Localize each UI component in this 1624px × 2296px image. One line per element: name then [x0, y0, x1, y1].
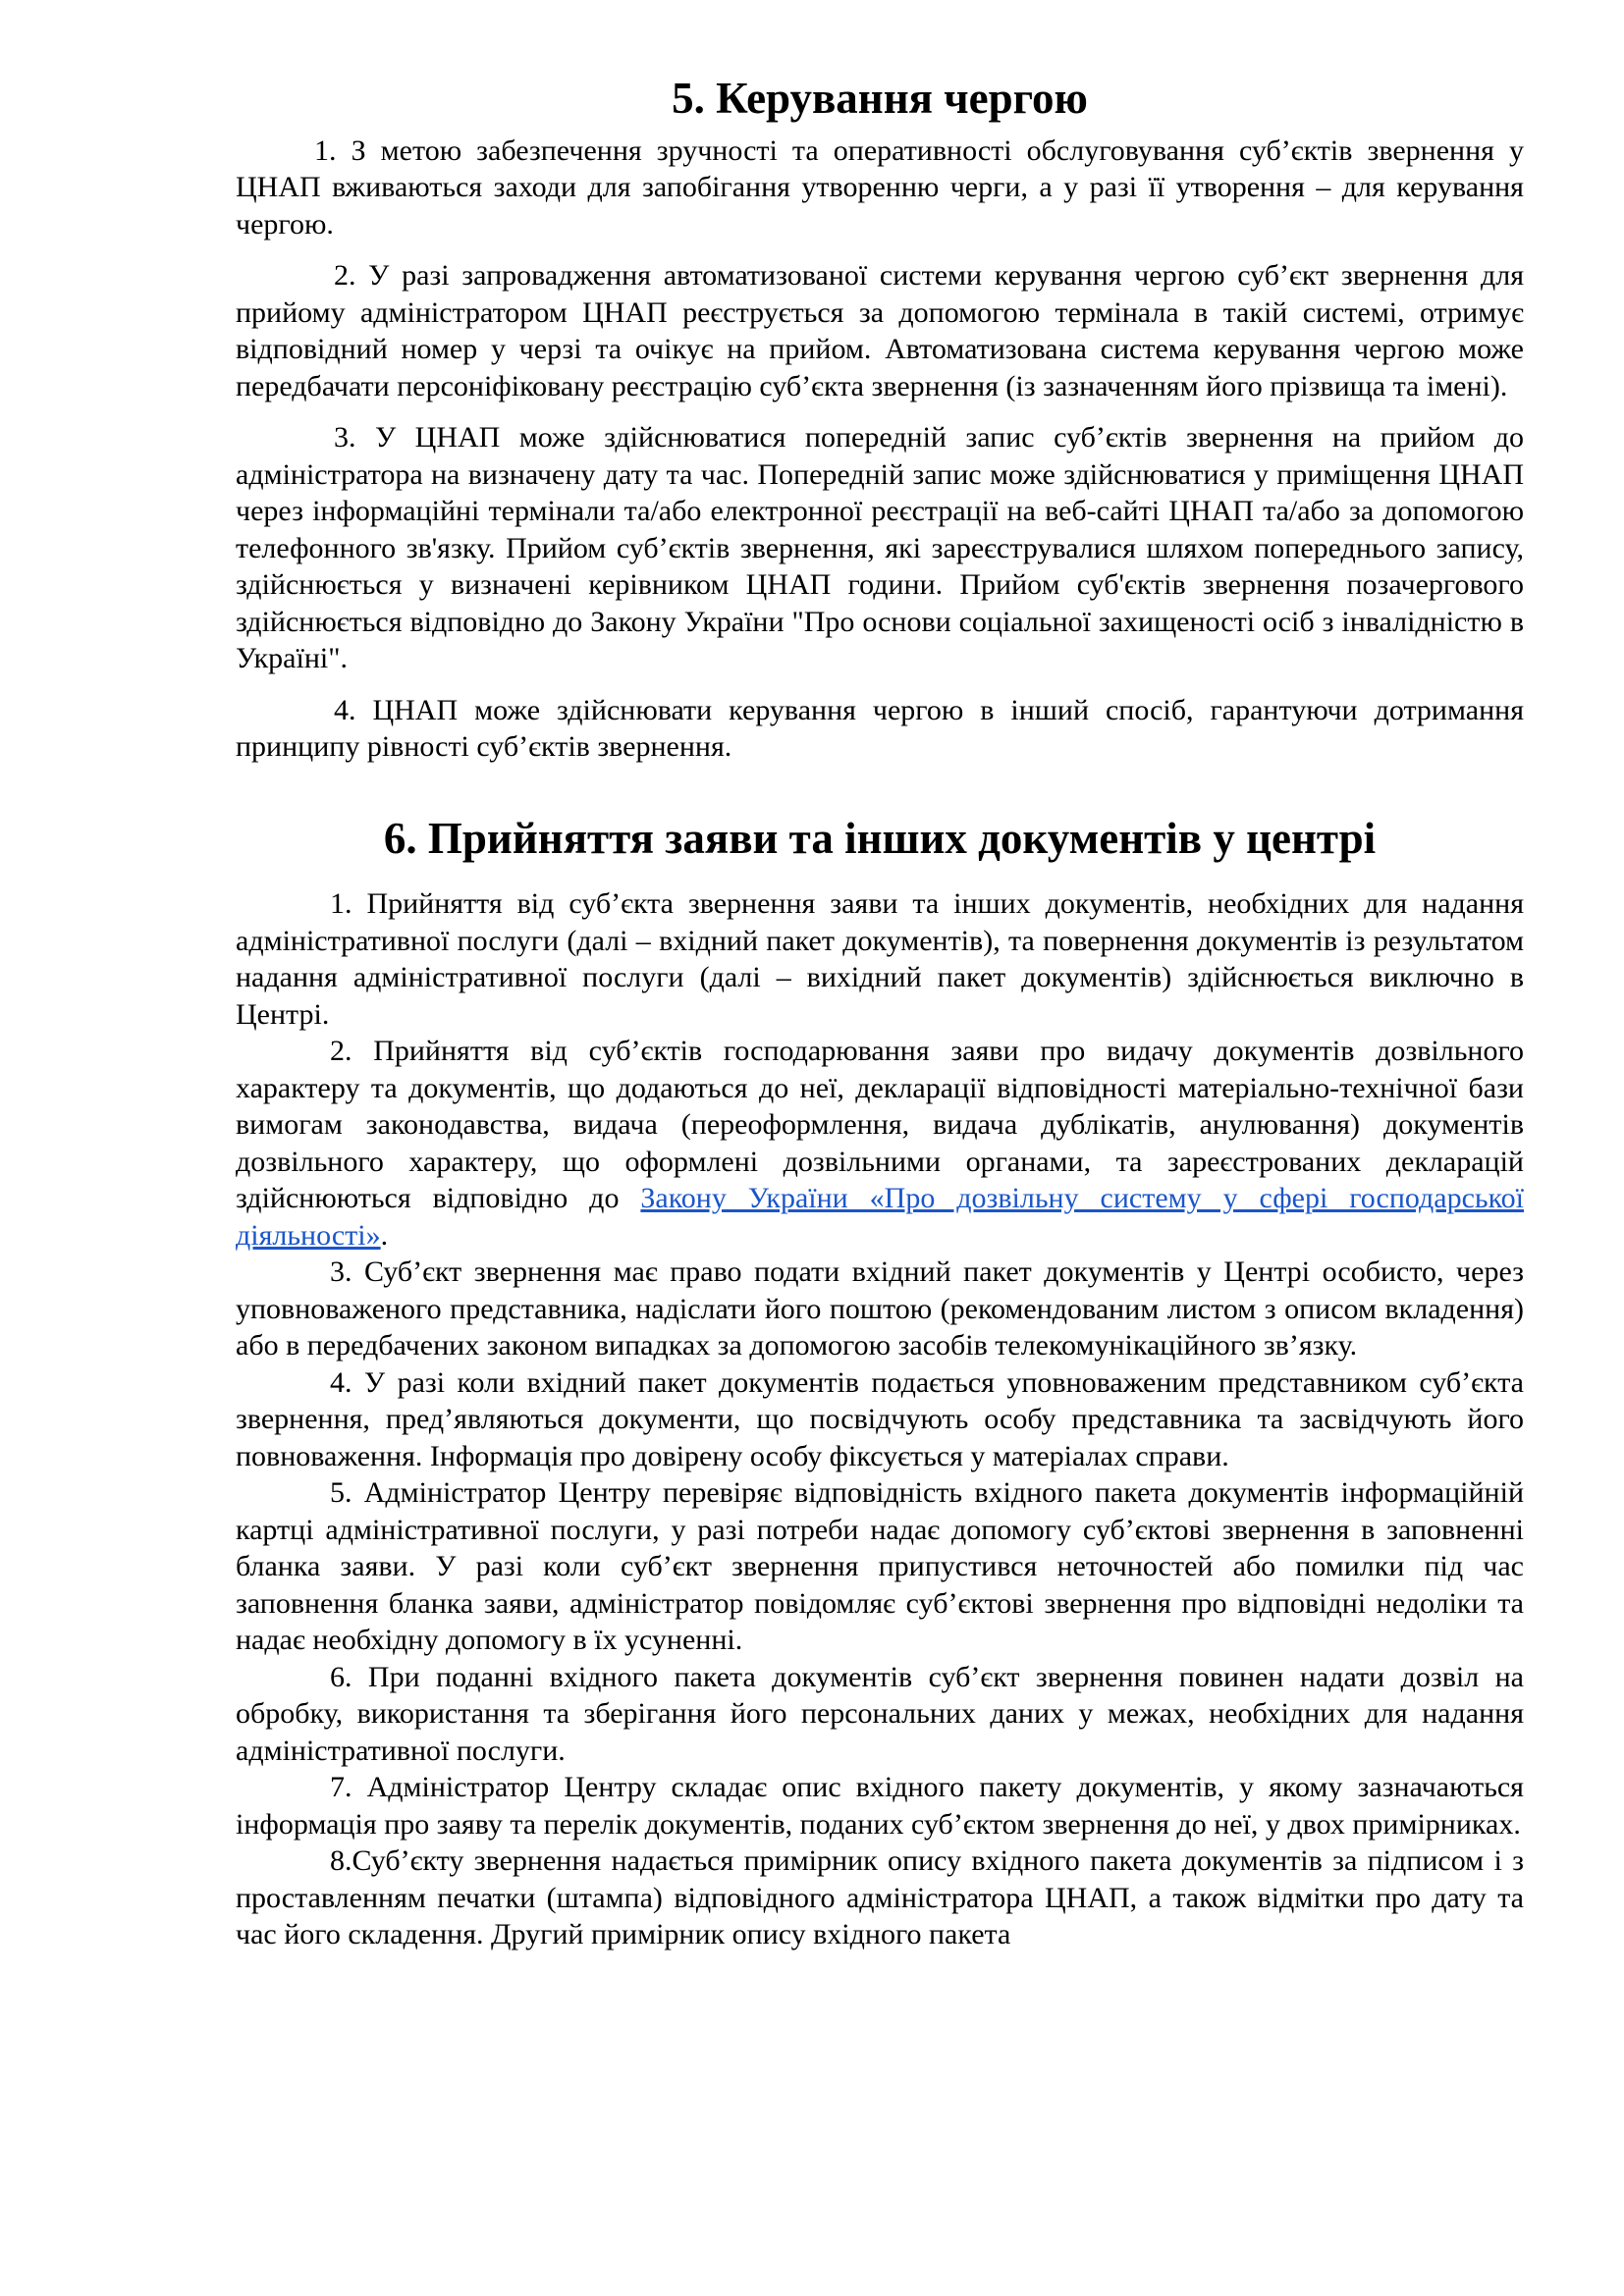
document-page [236, 74, 1524, 1953]
section-5-paragraph-1: 1. З метою забезпечення зручності та оперативності обслуговування суб’єктів звернення у ЦНАП вживаються заходи для запобігання утворенню черги, а у разі її утворення – для керування чергою. [236, 133, 1524, 240]
section-6-paragraph-2-text: 2. Прийняття від суб’єктів господарювання заяви про видачу документів дозвільного характеру та документів, що додаються до неї, декларації відповідності матеріально-технічної бази вимогам законодавства, видача (переоформлення, видача дублікатів, анулювання) документів дозвільного характеру, що оформлені дозвільними органами, та зареєстрованих декларацій здійснюються відповідно до [236, 1035, 1524, 1214]
section-6-paragraph-3: 3. Суб’єкт звернення має право подати вхідний пакет документів у Центрі особисто, через уповноваженого представника, надіслати його поштою (рекомендованим листом з описом вкладення) або в передбачених законом випадках за допомогою засобів телекомунікаційного зв’язку. [236, 1255, 1524, 1362]
section-5-paragraph-2: 2. У разі запровадження автоматизованої системи керування чергою суб’єкт звернення для прийому адміністратором ЦНАП реєструється за допомогою термінала в такій системі, отримує відповідний номер у черзі та очікує на прийом. Автоматизована система керування чергою може передбачати персоніфіковану реєстрацію суб’єкта звернення (із зазначенням його прізвища та імені). [236, 259, 1524, 402]
section-6-paragraph-2-end: . [380, 1218, 389, 1252]
law-permit-system-link[interactable]: Закону України «Про дозвільну систему у сфері господарської діяльності» [236, 1182, 1524, 1252]
section-5-paragraph-4: 4. ЦНАП може здійснювати керування чергою в інший спосіб, гарантуючи дотримання принципу рівності суб’єктів звернення. [236, 693, 1524, 763]
section-6-paragraph-1: 1. Прийняття від суб’єкта звернення заяви та інших документів, необхідних для надання адміністративної послуги (далі – вхідний пакет документів), та повернення документів із результатом надання адміністративної послуги (далі – вихідний пакет документів) здійснюється виключно в Центрі. [236, 887, 1524, 1031]
section-6-paragraph-4: 4. У разі коли вхідний пакет документів подається уповноваженим представником суб’єкта звернення, пред’являються документи, що посвідчують особу представника та засвідчують його повноваження. Інформація про довірену особу фіксується у матеріалах справи. [236, 1365, 1524, 1472]
section-5-title: 5. Керування чергою [672, 74, 1088, 123]
section-6-paragraph-5: 5. Адміністратор Центру перевіряє відповідність вхідного пакета документів інформаційній картці адміністративної послуги, у разі потреби надає допомогу суб’єктові звернення в заповненні бланка заяви. У разі коли суб’єкт звернення припустився неточностей або помилки під час заповнення бланка заяви, адміністратор повідомляє суб’єктові звернення про відповідні недоліки та надає необхідну допомогу в їх усуненні. [236, 1476, 1524, 1656]
section-6-paragraph-2 [236, 1033, 1524, 1254]
section-6-paragraph-7: 7. Адміністратор Центру складає опис вхідного пакету документів, у якому зазначаються інформація про заяву та перелік документів, поданих суб’єктом звернення до неї, у двох примірниках. [236, 1771, 1524, 1841]
section-6-paragraph-6: 6. При поданні вхідного пакета документів суб’єкт звернення повинен надати дозвіл на обробку, використання та зберігання його персональних даних у межах, необхідних для надання адміністративної послуги. [236, 1660, 1524, 1767]
section-5-paragraph-3: 3. У ЦНАП може здійснюватися попередній запис суб’єктів звернення на прийом до адміністратора на визначену дату та час. Попередній запис може здійснюватися у приміщення ЦНАП через інформаційні термінали та/або електронної реєстрації на веб-сайті ЦНАП та/або за допомогою телефонного зв'язку. Прийом суб’єктів звернення, які зареєструвалися шляхом попереднього запису, здійснюється у визначені керівником ЦНАП години. Прийом суб'єктів звернення позачергового здійснюється відповідно до Закону України "Про основи соціальної захищеності осіб з інвалідністю в Україні". [236, 421, 1524, 674]
section-6-paragraph-8: 8.Суб’єкту звернення надається примірник опису вхідного пакета документів за підписом і з проставленням печатки (штампа) відповідного адміністратора ЦНАП, а також відмітки про дату та час його складення. Другий примірник опису вхідного пакета [236, 1844, 1524, 1950]
section-6-title: 6. Прийняття заяви та інших документів у центрі [383, 813, 1377, 863]
